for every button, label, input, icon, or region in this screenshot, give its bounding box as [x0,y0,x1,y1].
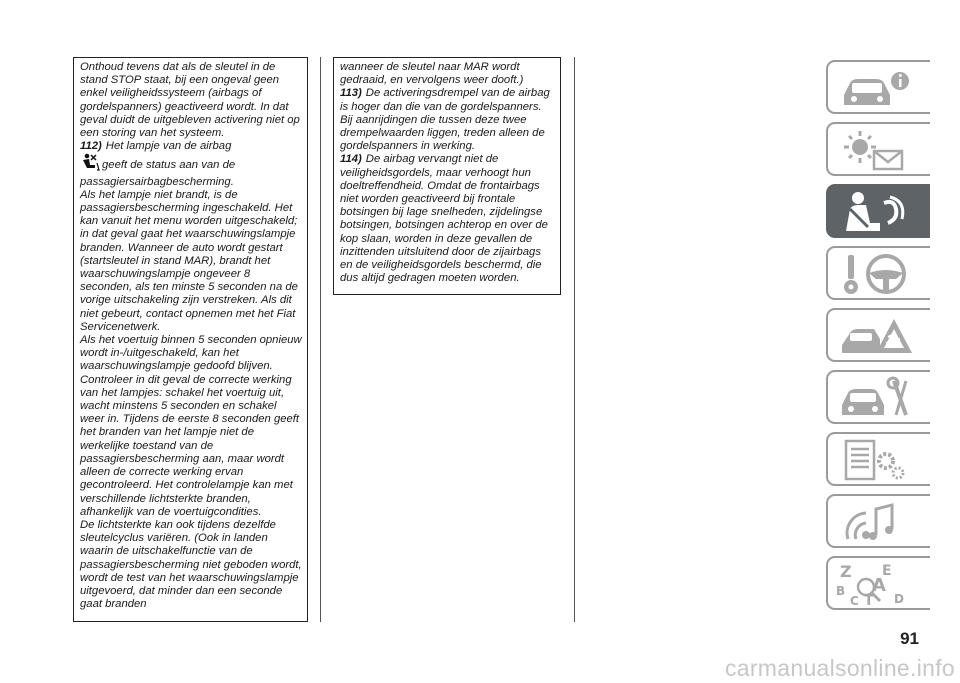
key-steering-wheel-icon [836,251,916,297]
technical-data-icon [836,437,916,483]
tab-index[interactable] [826,556,930,610]
paragraph [340,87,555,153]
svg-text:E: E [882,563,892,579]
tab-maintenance[interactable] [826,370,930,424]
paragraph: Onthoud tevens dat als de sleutel in de stand STOP staat, bij een ongeval geen enkel veiligheidssysteem (airbags of gordelspanners) geactiveerd wordt. In dat geval duidt de uitgebleven activering niet op een storing van het systeem. [80,61,300,140]
column-divider [320,57,321,622]
tab-warning-lights[interactable] [826,122,930,176]
note-number: 113) [340,87,362,100]
tab-multimedia[interactable] [826,494,930,548]
watermark: carmanualsonline.info [724,655,955,681]
car-info-icon [836,65,916,111]
paragraph: Als het lampje niet brandt, is de passagiersbescherming ingeschakeld. Het kan vanuit het menu worden uitgeschakeld; in dat geval gaat het waarschuwingslampje branden. Wanneer de auto wordt gestart (startsleutel in stand MAR), brandt het waarschuwingslampje ongeveer 8 seconden, als ten minste 5 seconden na de vorige uitschakeling zijn verstreken. Als dit niet gebeurt, contact opnemen met het Fiat Servicenetwerk. [80,188,298,333]
paragraph [80,140,302,153]
note-number: 112) [80,140,102,153]
seatbelt-airbag-icon [836,189,916,235]
column-divider [574,57,575,622]
warning-lights-message-icon [836,127,916,173]
multimedia-icon [836,499,916,545]
left-text-box [73,57,308,622]
paragraph: De lichtsterkte kan ook tijdens dezelfde sleutelcyclus variëren. (Ook in landen waarin de uitschakelfunctie van de passagiersbescherming niet geboden wordt, wordt de test van het waarschuwingslampje uitgevoerd, dat minder dan een seconde gaat branden [80,518,302,611]
right-text-box [333,57,561,295]
airbag-passenger-off-icon [80,153,100,175]
note-number: 114) [340,153,362,166]
paragraph [340,153,555,285]
tab-safety[interactable] [826,184,930,238]
alphabetical-index-icon [836,561,916,607]
note-text: Het lampje van de airbag [105,140,232,153]
car-maintenance-icon [836,375,916,421]
note-text: De airbag vervangt niet de veiligheidsgordels, maar verhoogt hun doeltreffendheid. Omdat de frontairbags niet worden geactiveerd bij frontale botsingen bij lage snelheden, zijdelingse botsingen, botsingen achterop en over de kop slaan, worden in deze gevallen de inzittenden uitsluitend door de zijairbags en de veiligheidsgordels beschermd, die dus altijd gedragen moeten worden. [340,153,548,285]
page-number: 91 [900,629,919,648]
note-text: De activeringsdrempel van de airbag is hoger dan die van de gordelspanners. Bij aanrijdingen die tussen deze twee drempelwaarden liggen, treden alleen de gordelspanners in werking. [340,87,550,153]
svg-text:A: A [872,575,886,596]
svg-text:B: B [836,584,846,598]
svg-text:Z: Z [840,562,852,581]
tab-starting-driving[interactable] [826,246,930,300]
paragraph: Als het voertuig binnen 5 seconden opnieuw wordt in-/uitgeschakeld, kan het waarschuwingslampje gedoofd blijven. Controleer in dit geval de correcte werking van het lampjes: schakel het voertuig uit, wacht minstens 5 seconden en schakel weer in. Tijdens de eerste 8 seconden geeft het branden van het lampje niet de werkelijke toestand van de passagiersbescherming aan, maar wordt alleen de correcte werking ervan gecontroleerd. Het controlelampje kan met verschillende lichtsterkte branden, afhankelijk van de voertuigcondities. [80,334,302,518]
paragraph: wanneer de sleutel naar MAR wordt gedraaid, en vervolgens weer dooft.) [340,61,524,87]
svg-text:C: C [850,594,859,607]
emergency-triangle-icon [836,313,916,359]
tab-emergency[interactable] [826,308,930,362]
svg-text:D: D [894,592,904,606]
note-text: geeft de status aan van de passagiersairbagbescherming. [80,159,236,188]
paragraph [80,153,302,188]
svg-text:T: T [864,593,874,607]
tab-car-info[interactable] [826,60,930,114]
tab-technical-data[interactable] [826,432,930,486]
